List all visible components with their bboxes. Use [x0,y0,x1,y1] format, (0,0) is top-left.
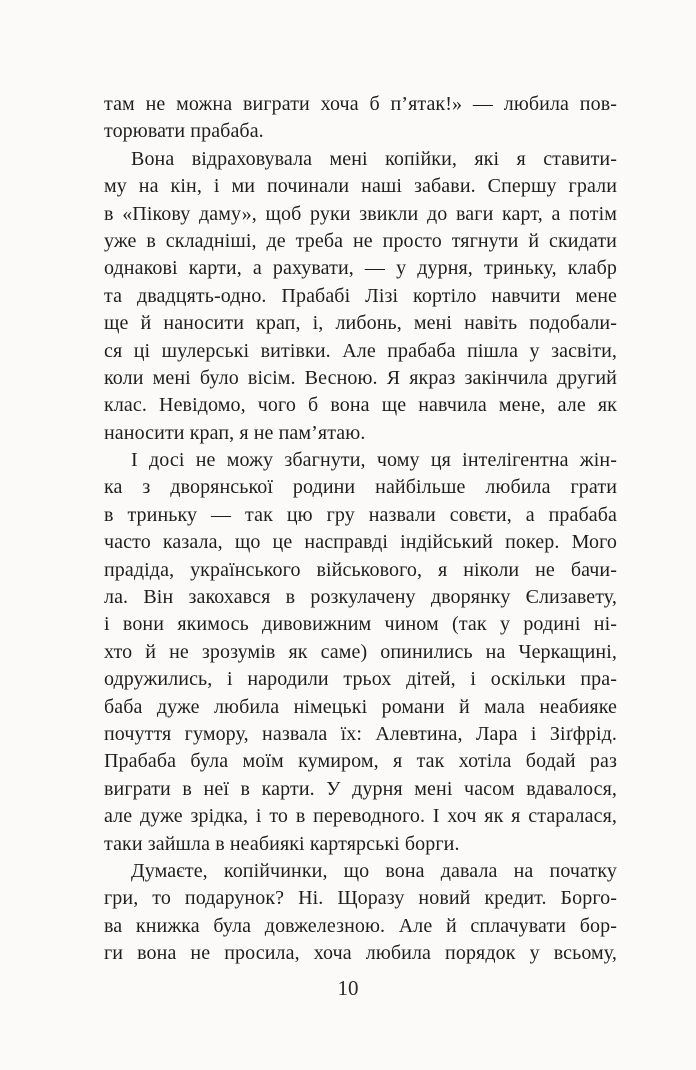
text-line: в «Пікову даму», щоб руки звикли до ваги карт, а потім [104,202,617,225]
text-line: та двадцять-одно. Прабабі Лізі кортіло навчити мене [104,284,617,307]
paragraph [104,447,617,858]
text-line: і вони якимось дивовижним чином (так у родині ні- [104,613,617,636]
text-line: однакові карти, а рахувати, — у дурня, триньку, клабр [104,257,617,280]
text-line: ла. Він закохався в розкулачену дворянку Єлизавету, [104,586,617,609]
text-line: ка з дворянської родини найбільше любила грати [104,476,617,499]
text-line: виграти в неї в карти. У дурня мені часом вдавалося, [104,777,617,800]
text-line: коли мені було вісім. Весною. Я якраз закінчила другий [104,366,617,389]
text-line: Вона відраховувала мені копійки, які я ставити- [131,147,617,170]
text-line: клас. Невідомо, чого б вона ще навчила мене, але як [104,394,617,417]
text-line: прадіда, українського військового, я ніколи не бачи- [104,558,617,581]
text-line: І досі не можу збагнути, чому ця інтелігентна жін- [131,449,617,472]
text-line: торювати прабаба. [104,120,264,143]
text-line: наносити крап, я не пам’ятаю. [104,421,366,444]
text-line: Прабаба була моїм кумиром, я так хотіла бодай раз [104,750,617,773]
text-line: уже в складніші, де треба не просто тягнути й скидати [104,229,617,252]
text-line: баба дуже любила німецькі романи й мала неабияке [104,695,617,718]
page-number: 10 [337,976,359,1000]
text-line: почуття гумору, назвала їх: Алевтина, Лара і Зіґфрід. [104,722,617,745]
text-line: ще й наносити крап, і, либонь, мені навіть подобали- [104,312,617,335]
text-line: гри, то подарунок? Ні. Щоразу новий кредит. Борго- [104,887,617,910]
text-line: часто казала, що це насправді індійський покер. Мого [104,531,617,554]
text-line: хто й не зрозумів як саме) опинились на Черкащині, [104,640,617,663]
text-line: таки зайшла в неабиякі картярські борги. [104,832,460,855]
text-line: ся ці шулерські витівки. Але прабаба пішла у засвіти, [104,339,617,362]
text-line: в триньку — так цю гру назвали совєти, а прабаба [104,503,617,526]
paragraph [104,91,617,146]
paragraph [104,858,617,968]
text-line: ги вона не просила, хоча любила порядок у всьому, [104,942,617,965]
text-line: Думаєте, копійчинки, що вона давала на початку [131,859,617,882]
text-line: але дуже зрідка, і то в переводного. І хоч як я старалася, [104,805,617,828]
text-line: ва книжка була довжелезною. Але й сплачувати бор- [104,914,617,937]
text-block [104,91,617,968]
text-line: му на кін, і ми починали наші забави. Спершу грали [104,175,617,198]
text-line: одружились, і народили трьох дітей, і оскільки пра- [104,668,617,691]
paragraph [104,146,617,447]
text-line: там не можна виграти хоча б п’ятак!» — любила пов- [104,93,617,115]
